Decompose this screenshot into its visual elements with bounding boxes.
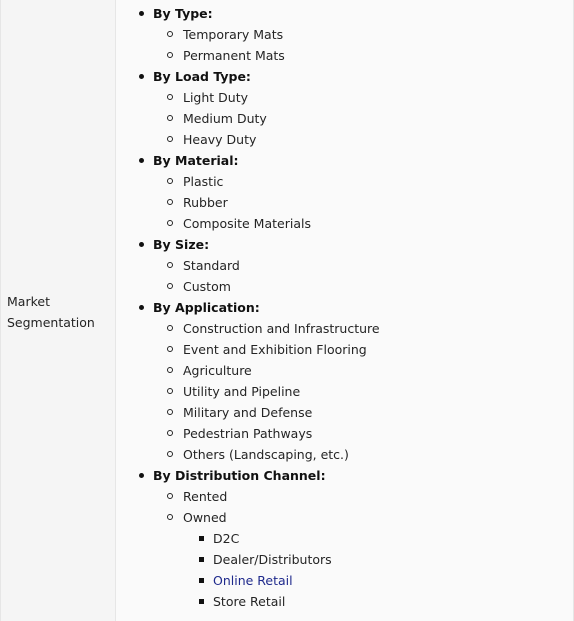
segmentation-list [116,3,573,612]
item-label: Agriculture [183,363,252,378]
item-label: Light Duty [183,90,249,105]
bullet-circle-icon [167,430,173,436]
item-label: Military and Defense [183,405,313,420]
item-label: By Application: [153,300,260,315]
list-item-plastic [116,171,573,192]
item-label: Heavy Duty [183,132,257,147]
item-label: By Load Type: [153,69,251,84]
row-label-cell [1,0,116,621]
sublist [116,87,573,150]
bullet-square-icon [199,599,204,604]
item-label: By Material: [153,153,239,168]
item-label: Utility and Pipeline [183,384,301,399]
list-item-light-duty [116,87,573,108]
item-label: Standard [183,258,240,273]
bullet-circle-icon [167,199,173,205]
bullet-disc-icon [139,305,144,310]
bullet-square-icon [199,536,204,541]
bullet-circle-icon [167,493,173,499]
bullet-disc-icon [139,242,144,247]
list-item-standard [116,255,573,276]
sublist [116,255,573,297]
list-item-rubber [116,192,573,213]
list-item-d2c [116,528,573,549]
list-item-construction-and-infrastructure [116,318,573,339]
link-online-retail[interactable]: Online Retail [213,573,293,588]
item-label: By Type: [153,6,213,21]
item-label: Owned [183,510,227,525]
bullet-circle-icon [167,367,173,373]
item-label: Plastic [183,174,224,189]
list-item-utility-and-pipeline [116,381,573,402]
bullet-circle-icon [167,409,173,415]
bullet-square-icon [199,578,204,583]
bullet-circle-icon [167,220,173,226]
bullet-circle-icon [167,94,173,100]
section-heading-by-material [116,150,573,171]
section-heading-by-application [116,297,573,318]
sublist [116,24,573,66]
bullet-circle-icon [167,136,173,142]
list-item-store-retail [116,591,573,612]
sublist [116,171,573,234]
list-item-custom [116,276,573,297]
item-label: Medium Duty [183,111,267,126]
bullet-circle-icon [167,388,173,394]
item-label: Temporary Mats [183,27,284,42]
item-label: Custom [183,279,231,294]
list-item-medium-duty [116,108,573,129]
bullet-circle-icon [167,451,173,457]
section-heading-by-size [116,234,573,255]
list-item-permanent-mats [116,45,573,66]
item-label: Composite Materials [183,216,311,231]
bullet-square-icon [199,557,204,562]
bullet-circle-icon [167,115,173,121]
bullet-circle-icon [167,283,173,289]
bullet-circle-icon [167,262,173,268]
item-label: Rented [183,489,228,504]
item-label: Event and Exhibition Flooring [183,342,367,357]
item-label: D2C [213,531,240,546]
list-item-temporary-mats [116,24,573,45]
list-item-rented [116,486,573,507]
bullet-circle-icon [167,178,173,184]
row-label: Market Segmentation [7,294,95,330]
row-content-cell [116,0,573,621]
list-item-composite-materials [116,213,573,234]
bullet-circle-icon [167,52,173,58]
bullet-disc-icon [139,473,144,478]
list-item-agriculture [116,360,573,381]
list-item-event-and-exhibition-flooring [116,339,573,360]
bullet-disc-icon [139,158,144,163]
item-label: By Size: [153,237,210,252]
section-heading-by-distribution-channel [116,465,573,486]
sublist [116,318,573,465]
bullet-circle-icon [167,31,173,37]
bullet-disc-icon [139,11,144,16]
item-label: Pedestrian Pathways [183,426,313,441]
list-item-heavy-duty [116,129,573,150]
sublist [116,486,573,612]
bullet-circle-icon [167,514,173,520]
item-label: Rubber [183,195,228,210]
list-item-dealer-distributors [116,549,573,570]
bullet-circle-icon [167,346,173,352]
bullet-circle-icon [167,325,173,331]
list-item-others-landscaping-etc [116,444,573,465]
nested-sublist [116,528,573,612]
list-item-online-retail[interactable] [116,570,573,591]
item-label: Dealer/Distributors [213,552,332,567]
section-heading-by-load-type [116,66,573,87]
item-label: By Distribution Channel: [153,468,326,483]
item-label: Store Retail [213,594,286,609]
list-item-pedestrian-pathways [116,423,573,444]
list-item-owned [116,507,573,528]
bullet-disc-icon [139,74,144,79]
item-label: Permanent Mats [183,48,285,63]
item-label: Others (Landscaping, etc.) [183,447,349,462]
item-label: Construction and Infrastructure [183,321,380,336]
list-item-military-and-defense [116,402,573,423]
section-heading-by-type [116,3,573,24]
